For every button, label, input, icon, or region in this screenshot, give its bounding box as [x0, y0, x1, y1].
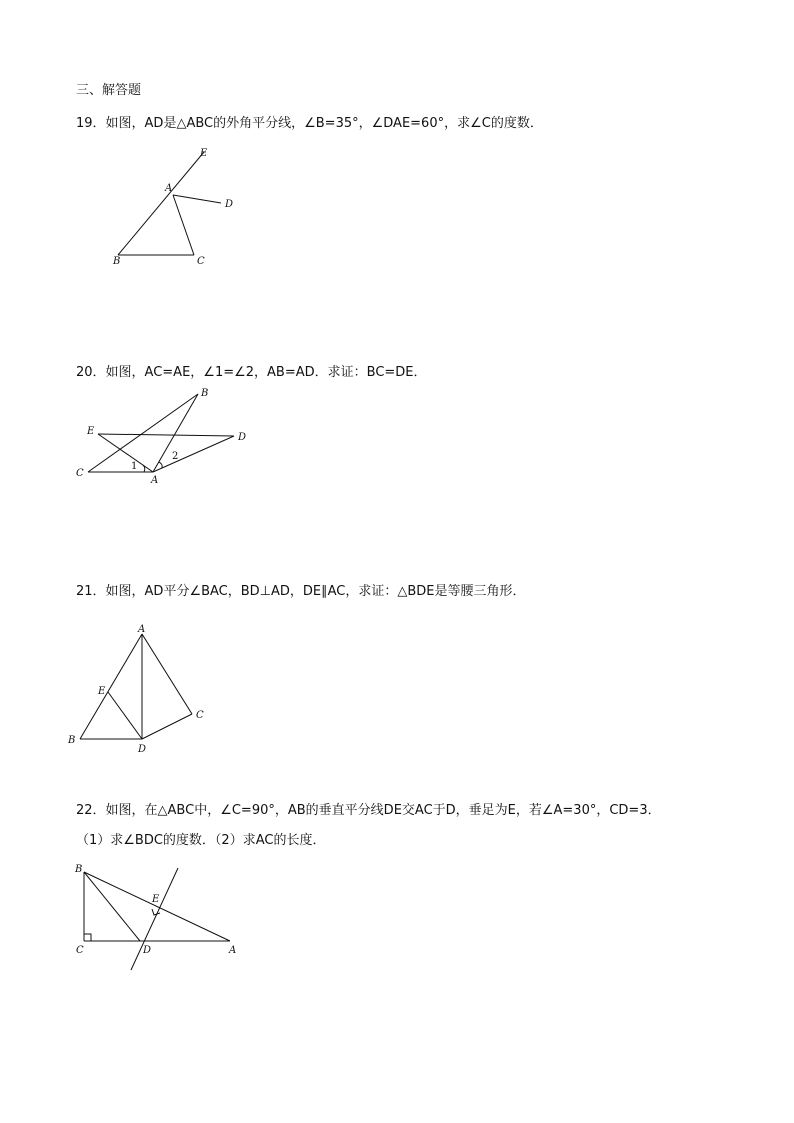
line-ac	[142, 634, 192, 714]
problem-22-text-line1: 22．如图，在△ABC中，∠C=90°，AB的垂直平分线DE交AC于D，垂足为E，若∠A=30°，CD=3．	[76, 803, 661, 818]
angle-2-arc	[159, 462, 162, 468]
section-heading: 三、解答题	[76, 83, 142, 98]
label-a: A	[165, 183, 173, 194]
label-c: C	[196, 710, 204, 721]
problem-21-figure	[0, 620, 300, 760]
label-e: E	[200, 148, 208, 159]
angle-1-label: 1	[131, 461, 138, 472]
label-b: B	[75, 864, 83, 875]
problem-22-figure	[0, 860, 300, 980]
line-cb	[88, 394, 198, 472]
label-a: A	[138, 624, 146, 635]
label-c: C	[76, 945, 84, 956]
line-ac	[173, 195, 194, 255]
line-ed	[98, 434, 234, 436]
label-b: B	[201, 388, 209, 399]
angle-2-label: 2	[172, 451, 179, 462]
line-ed	[108, 692, 142, 739]
label-e: E	[152, 894, 160, 905]
line-ab	[80, 634, 142, 739]
line-bd	[84, 872, 140, 941]
label-c: C	[76, 468, 84, 479]
line-ba	[84, 872, 230, 941]
problem-20-text: 20．如图，AC=AE，∠1=∠2，AB=AD．求证：BC=DE．	[76, 365, 427, 380]
problem-19-figure	[0, 140, 300, 280]
label-b: B	[68, 735, 76, 746]
label-e: E	[98, 686, 106, 697]
label-b: B	[113, 256, 121, 267]
right-angle-c	[84, 934, 91, 941]
label-a: A	[151, 475, 159, 486]
line-perpendicular-bisector	[131, 868, 178, 970]
problem-21-text: 21．如图，AD平分∠BAC，BD⊥AD，DE∥AC，求证：△BDE是等腰三角形．	[76, 584, 526, 599]
line-ea	[98, 434, 153, 472]
line-dc	[142, 714, 192, 739]
problem-20-figure	[0, 380, 300, 490]
label-d: D	[138, 744, 147, 755]
problem-19-text: 19．如图，AD是△ABC的外角平分线，∠B=35°，∠DAE=60°，求∠C的度数．	[76, 116, 543, 131]
label-d: D	[238, 432, 247, 443]
line-ad	[153, 436, 234, 472]
label-e: E	[87, 426, 95, 437]
label-d: D	[225, 199, 234, 210]
problem-22-text-line2: （1）求∠BDC的度数．（2）求AC的长度．	[76, 833, 326, 848]
line-ad	[173, 195, 221, 203]
line-be	[118, 152, 204, 255]
label-d: D	[143, 945, 152, 956]
label-c: C	[197, 256, 205, 267]
label-a: A	[229, 945, 237, 956]
